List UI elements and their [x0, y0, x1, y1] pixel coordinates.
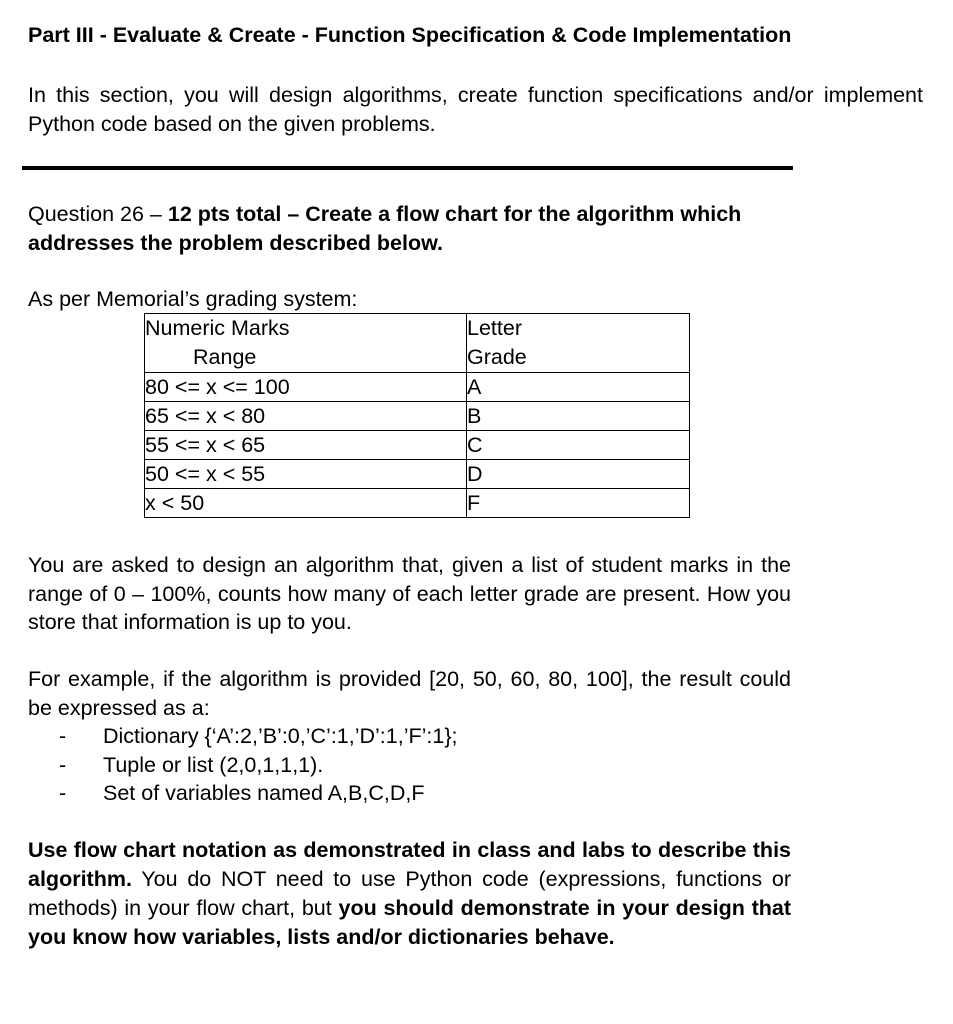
bullet-text: Tuple or list (2,0,1,1,1).: [103, 752, 324, 777]
range-cell: 50 <= x < 55: [145, 460, 467, 489]
question-title: 12 pts total – Create a flow chart for the algorithm which addresses the problem described below.: [28, 202, 742, 255]
bullet-dash: -: [59, 724, 67, 748]
task-paragraph: You are asked to design an algorithm that, given a list of student marks in the range of 0 – 100%, counts how many of each letter grade are present. How you store that information is up to you.: [28, 553, 791, 634]
bullet-text: Set of variables named A,B,C,D,F: [103, 781, 425, 805]
header-letter-grade: [467, 314, 690, 373]
instructions-bold-2: you should demonstrate in your design that you know how variables, lists and/or dictionaries behave.: [28, 896, 791, 949]
intro-paragraph: In this section, you will design algorithms, create function specifications and/or implement Python code based on the given problems.: [28, 83, 923, 136]
instructions-paragraph: [28, 836, 791, 952]
table-row: [145, 373, 690, 402]
grade-cell: C: [467, 431, 690, 460]
range-cell: 55 <= x < 65: [145, 431, 467, 460]
range-cell: x < 50: [145, 489, 467, 518]
example-paragraph: For example, if the algorithm is provided [20, 50, 60, 80, 100], the result could be expressed as a:: [28, 667, 791, 720]
question-label: Question 26 –: [28, 202, 168, 226]
grading-table: [144, 313, 690, 518]
table-row: [145, 460, 690, 489]
header-col2-line2: Grade: [467, 345, 527, 369]
bullet-dash: -: [59, 781, 67, 805]
grade-cell: B: [467, 402, 690, 431]
list-item: [28, 751, 791, 780]
instructions-bold-1: Use flow chart notation as demonstrated in class and labs to describe this algorithm.: [28, 838, 791, 891]
instructions-normal: You do NOT need to use Python code (expressions, functions or methods) in your flow chart, but: [28, 867, 791, 920]
grading-intro: As per Memorial’s grading system:: [28, 287, 358, 311]
table-row: [145, 402, 690, 431]
header-numeric-marks: [145, 314, 467, 373]
example-bullet-list: [28, 722, 791, 808]
question-header: [28, 200, 798, 258]
header-col1-line2: Range: [193, 345, 257, 369]
list-item: [28, 779, 791, 808]
grade-cell: A: [467, 373, 690, 402]
grade-cell: D: [467, 460, 690, 489]
section-heading: Part III - Evaluate & Create - Function Specification & Code Implementation: [28, 23, 792, 47]
header-col2-line1: Letter: [467, 316, 522, 340]
bullet-text: Dictionary {‘A’:2,’B’:0,’C’:1,’D’:1,’F’:1};: [103, 724, 458, 748]
bullet-dash: -: [59, 752, 67, 777]
horizontal-rule: [22, 166, 793, 170]
range-cell: 65 <= x < 80: [145, 402, 467, 431]
range-cell: 80 <= x <= 100: [145, 373, 467, 402]
list-item: [28, 722, 791, 751]
table-header-row: [145, 314, 690, 373]
table-row: [145, 431, 690, 460]
table-row: [145, 489, 690, 518]
header-col1-line1: Numeric Marks: [145, 316, 290, 340]
grade-cell: F: [467, 489, 690, 518]
